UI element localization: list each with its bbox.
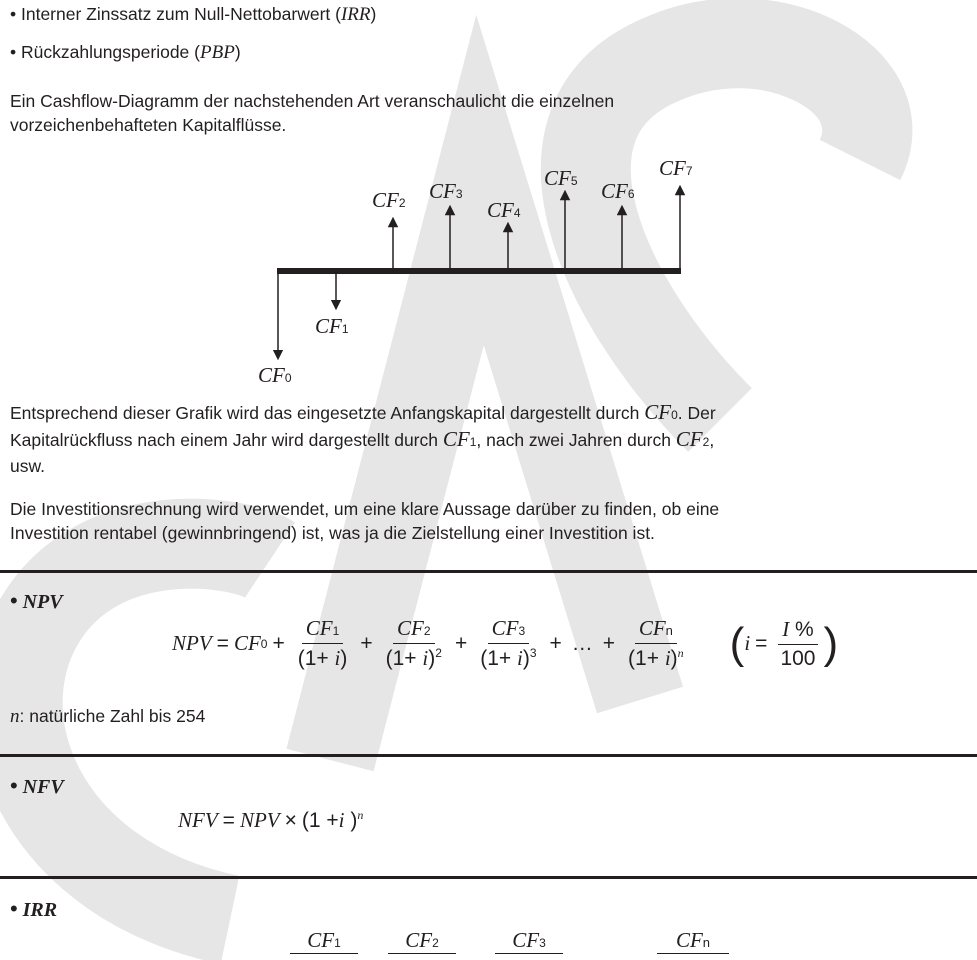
label-cf6: CF6: [601, 179, 635, 203]
label-cf2: CF2: [372, 188, 406, 212]
bullet-text: • Rückzahlungsperiode (: [10, 42, 200, 62]
math: i: [744, 631, 751, 655]
text: usw.: [10, 456, 46, 476]
fraction-numerator: CF2: [388, 928, 456, 954]
text: . Der: [677, 403, 716, 423]
math: n: [10, 706, 20, 727]
nfv-formula: NFV = NPV × (1 + i ) $^n$: [178, 808, 364, 832]
op: …: [571, 631, 593, 655]
math: CF: [644, 400, 672, 424]
fraction: $\frac{CF2}{(1+ i)^2}$: [385, 616, 442, 670]
fraction: $\frac{CF1}{(1+ i)}$: [297, 616, 348, 670]
text: Entsprechend dieser Grafik wird das eingesetzte Anfangskapital dargestellt durch: [10, 403, 645, 423]
nfv-heading: • NFV: [10, 773, 64, 798]
math: CF: [442, 427, 470, 451]
math: CF: [675, 427, 703, 451]
time-axis: [277, 268, 681, 274]
divider: [0, 754, 977, 757]
heading: NPV: [22, 591, 63, 613]
bullet-irr: [10, 2, 376, 27]
divider: [0, 570, 977, 573]
bullet-text: ): [370, 4, 377, 24]
npv-formula: NPV = CF 0 + $\frac{CF1}{(1+ i)}$ + $\frac{CF2}{(1+ i)^2}$ + $\frac{CF3}{(1+ i)^3}$ + … + $\frac{\text{CFn}}{(1+ i)^n}$ ( i = $\frac{I \%}{100}$ ): [172, 616, 839, 670]
npv-note: [10, 704, 205, 729]
npv-heading: [10, 588, 63, 614]
op: =: [216, 631, 229, 655]
sub: 0: [260, 636, 268, 651]
divider: [0, 876, 977, 879]
op: +: [272, 631, 285, 655]
label-cf1: CF1: [315, 314, 349, 338]
intro-line: Ein Cashflow-Diagramm der nachstehenden Art veranschaulicht die einzelnen: [10, 91, 615, 111]
sub: 1: [469, 435, 477, 449]
math: CF: [233, 631, 261, 655]
irr-abbr: IRR: [340, 4, 371, 25]
text: Die Investitionsrechnung wird verwendet, um eine klare Aussage darüber zu finden, ob eine: [10, 499, 720, 519]
cashflow-diagram: [0, 150, 977, 390]
text: , nach zwei Jahren durch: [476, 430, 676, 450]
pbp-abbr: PBP: [199, 42, 235, 63]
text: : natürliche Zahl bis 254: [19, 706, 206, 726]
op: =: [755, 631, 768, 655]
label-cf5: CF5: [544, 166, 578, 190]
fraction-numerator: CF1: [290, 928, 358, 954]
intro-paragraph: [10, 89, 614, 137]
label-cf0: CF0: [258, 363, 292, 387]
text: Investition rentabel (gewinnbringend) ist, was ja die Zielstellung einer Investition ist.: [10, 523, 655, 543]
math: NPV: [172, 631, 212, 655]
bullet-text: • Interner Zinssatz zum Null-Nettobarwert (: [10, 4, 341, 24]
paragraph-explanation: [10, 400, 970, 478]
fraction-numerator: CFn: [657, 928, 729, 954]
fraction: $\frac{\text{CFn}}{(1+ i)^n}$: [628, 616, 684, 670]
op: +: [454, 631, 468, 655]
label-cf7: CF7: [659, 156, 693, 180]
label-cf3: CF3: [429, 179, 463, 203]
op: +: [549, 631, 562, 655]
text: Kapitalrückfluss nach einem Jahr wird dargestellt durch: [10, 430, 443, 450]
bullet: •: [10, 588, 18, 613]
irr-heading: • IRR: [10, 896, 58, 921]
intro-line: vorzeichenbehafteten Kapitalflüsse.: [10, 115, 287, 135]
text: ,: [709, 430, 715, 450]
fraction: $\frac{I \%}{100}$: [776, 617, 819, 671]
fraction-numerator: CF3: [495, 928, 563, 954]
bullet-pbp: [10, 40, 241, 65]
label-cf4: CF4: [487, 198, 521, 222]
op: +: [602, 631, 616, 655]
paragraph-purpose: [10, 497, 719, 545]
bullet-text: ): [234, 42, 241, 62]
op: +: [360, 631, 373, 655]
fraction: $\frac{CF3}{(1+ i)^3}$: [480, 616, 537, 670]
sub: 0: [671, 408, 678, 422]
sub: 2: [702, 435, 710, 449]
